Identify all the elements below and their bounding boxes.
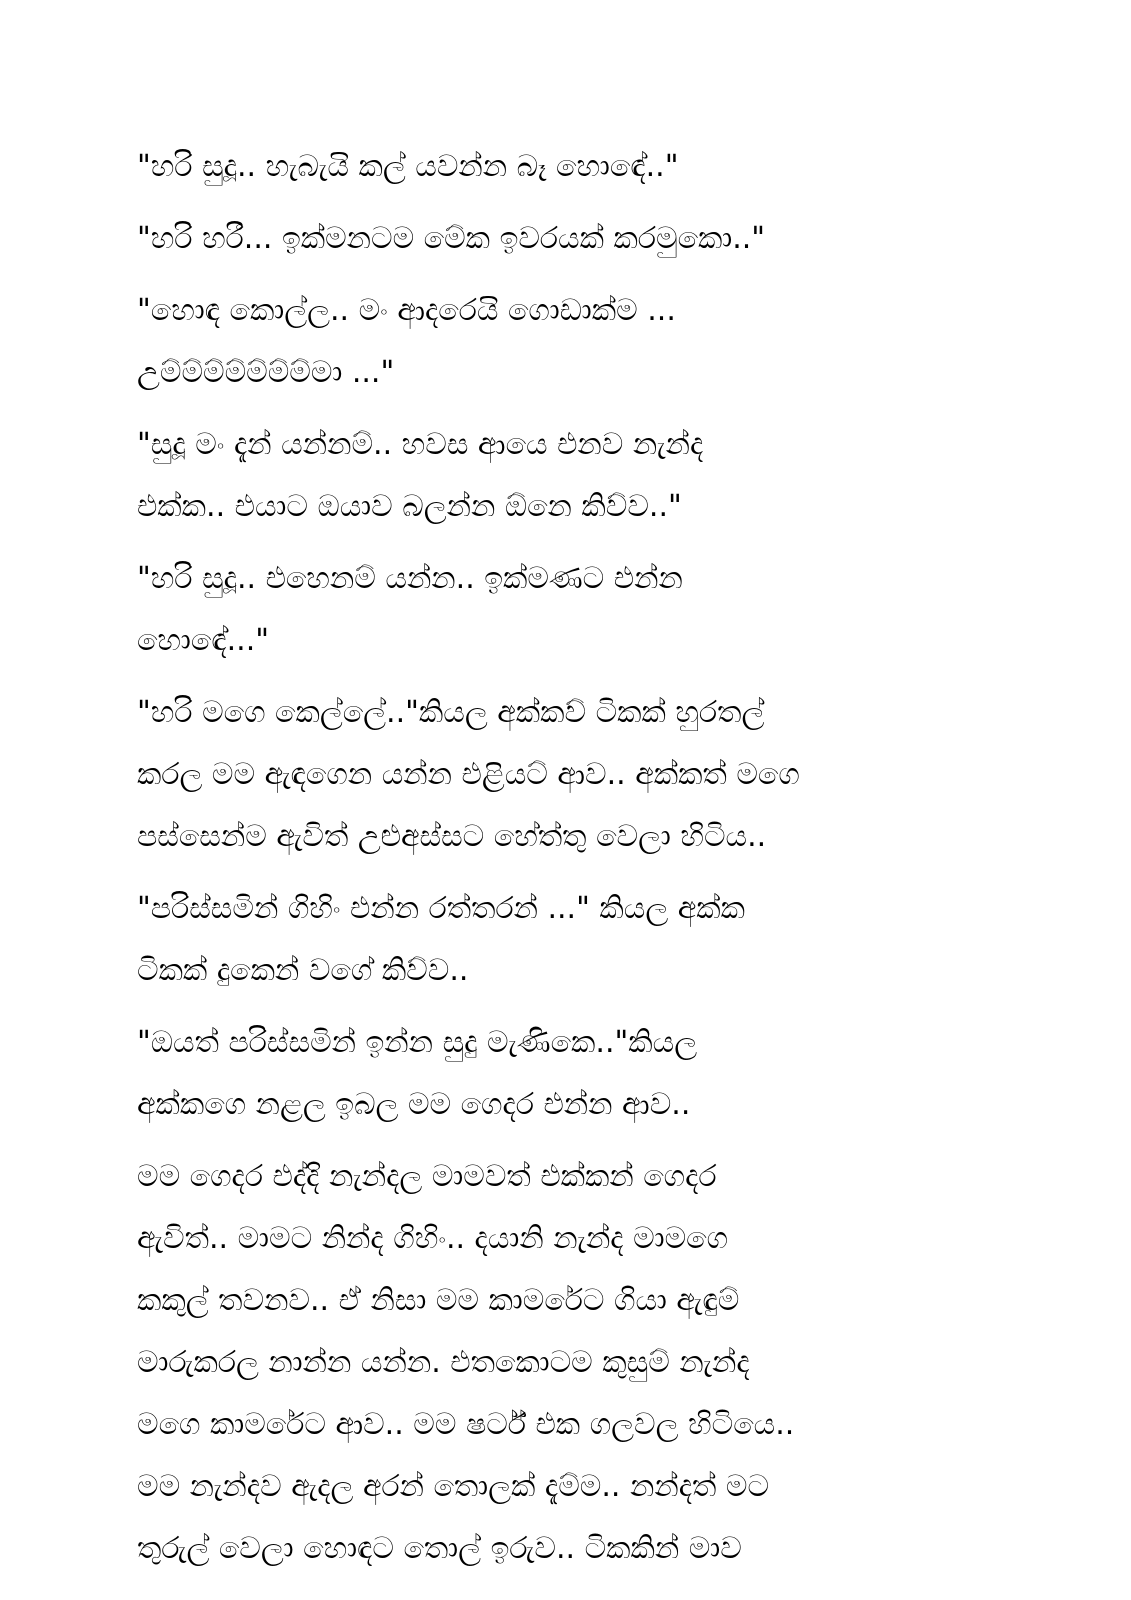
text-line: "හරි සුදූ.. හැබැයි කල් යවන්න බෑ හොඳේ.." [137, 149, 679, 184]
text-line: එක්ක.. එයාට ඔයාව බලන්න ඕනෙ කිව්ව.." [137, 489, 682, 524]
text-line: ටිකක් දුකෙන් වගේ කිව්ව.. [137, 953, 469, 988]
text-line: "සුදූ මං දැන් යන්නම්.. හවස ආයෙ එනව නැන්ද [137, 427, 704, 462]
text-line: "හරි සුදූ.. එහෙනම් යන්න.. ඉක්මණට එන්න [137, 561, 683, 596]
text-line: මම නැන්දව ඇදල අරන් තොලක් දැම්ම.. නන්දත් මට [137, 1469, 770, 1504]
text-line: අක්කගෙ නළල ඉබල මම ගෙදර එන්න ආව.. [137, 1087, 691, 1122]
text-line: "හරි හරී... ඉක්මනටම මේක ඉවරයක් කරමුකො.." [137, 221, 766, 256]
text-line: මගෙ කාමරේට ආව.. මම ෂර්ට් එක ගලවල හිටියෙ.. [137, 1407, 795, 1442]
text-line: කකුල් තවනව.. ඒ නිසා මම කාමරේට ගියා ඇඳුම් [137, 1283, 740, 1318]
body-text [137, 136, 997, 1590]
text-line: උම්ම්ම්ම්ම්ම්ම්මා ..." [137, 355, 395, 390]
text-line: "පරිස්සමින් ගිහිං එන්න රත්තරන් ..." කියල අක්ක [137, 891, 745, 926]
text-line: ඇවිත්.. මාමට නින්ද ගිහිං.. දයානි නැන්ද මාමගෙ [137, 1221, 729, 1256]
paragraph-1 [137, 136, 997, 198]
text-line: මම ගෙදර එද්දි නැන්දල මාමවත් එක්කන් ගෙදර [137, 1159, 717, 1194]
paragraph-3 [137, 280, 997, 404]
text-line: කරල මම ඇඳගෙන යන්න එළියට් ආව.. අක්කත් මගෙ [137, 757, 800, 792]
text-line: "හරි මගෙ කෙල්ලේ.."කියල අක්කව් ටිකක් හුරතල් [137, 695, 765, 730]
paragraph-6 [137, 682, 997, 868]
text-line: හොඳේ..." [137, 623, 270, 658]
text-line: තුරුල් වෙලා හොඳට තොල් ඉරුව.. ටිකකින් මාව [137, 1531, 742, 1566]
paragraph-9 [137, 1146, 997, 1580]
paragraph-5 [137, 548, 997, 672]
paragraph-4 [137, 414, 997, 538]
text-line: "ඔයත් පරිස්සමින් ඉන්න සුදු මැණිකෙ.."කියල [137, 1025, 698, 1060]
text-line: "හොඳ කොල්ල.. මං ආදරෙයි ගොඩාක්ම ... [137, 293, 676, 328]
paragraph-2 [137, 208, 997, 270]
text-line: මාරුකරල නාන්න යන්න. එතකොටම කුසුම් නැන්ද [137, 1345, 750, 1380]
paragraph-8 [137, 1012, 997, 1136]
paragraph-7 [137, 878, 997, 1002]
text-line: පස්සෙන්ම ඇවිත් උළුඅස්සට හේත්තු වෙලා හිටිය.. [137, 819, 767, 854]
